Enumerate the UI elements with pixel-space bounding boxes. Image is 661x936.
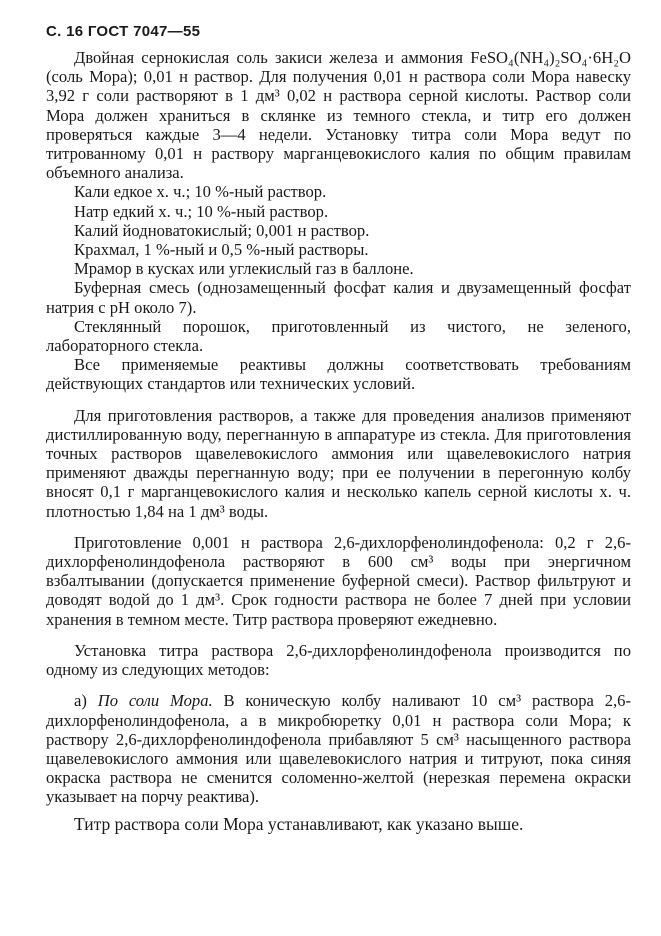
paragraph-marble: Мрамор в кусках или углекислый газ в баллоне. bbox=[74, 259, 414, 279]
paragraph-water: Для приготовления растворов, а также для проведения анализов применяют дистиллированную воду, перегнанную в аппаратуре из стекла. Для приготовления точных растворов щавелевокислого аммония или щавелевокислого натрия применяют дважды перегнанную воду; при ее получении в перегонную колбу вносят 0,1 г марганцевокислого калия и несколько капель серной кислоты х. ч. плотностью 1,84 на 1 дм³ воды. bbox=[46, 405, 631, 521]
paragraph-method-a bbox=[46, 691, 631, 806]
paragraph-reagents: Все применяемые реактивы должны соответствовать требованиям действующих стандартов или технических условий. bbox=[46, 355, 631, 394]
paragraph-potassium-iodate: Калий йодноватокислый; 0,001 н раствор. bbox=[74, 220, 370, 240]
paragraph-potassium-hydroxide: Кали едкое х. ч.; 10 %-ный раствор. bbox=[74, 182, 327, 202]
body-text bbox=[46, 48, 632, 834]
paragraph-titer-note: Титр раствора соли Мора устанавливают, как указано выше. bbox=[74, 813, 524, 834]
page-header: С. 16 ГОСТ 7047—55 bbox=[46, 23, 201, 40]
paragraph-glass-powder: Стеклянный порошок, приготовленный из чистого, не зеленого, лабораторного стекла. bbox=[46, 316, 631, 356]
paragraph-starch: Крахмал, 1 %-ный и 0,5 %-ный растворы. bbox=[74, 240, 369, 260]
method-a-label: а) bbox=[74, 691, 98, 711]
paragraph-dcpip-prep: Приготовление 0,001 н раствора 2,6-дихлорфенолиндофенола: 0,2 г 2,6-дихлорфенолиндофенола растворяют в 600 см³ воды при энергичном взбалтывании (допускается применение буферной смеси). Раствор фильтруют и доводят водой до 1 дм³. Срок годности раствора не более 7 дней при условии хранения в темном месте. Титр раствора проверяют ежедневно. bbox=[46, 532, 631, 629]
method-a-text: В коническую колбу наливают 10 см³ раствора 2,6-дихлорфенолиндофенола, а в микробюретку 0,01 н раствора соли Мора; к раствору 2,6-дихлорфенолиндофенола прибавляют 5 см³ насыщенного раствора щавелевокислого аммония или щавелевокислого натрия и титруют, пока синяя окраска раствора не сменится соломенно-желтой (нерезкая перемена окраски указывает на порчу реактива). bbox=[46, 691, 632, 807]
text-block bbox=[46, 48, 631, 834]
paragraph-buffer: Буферная смесь (однозамещенный фосфат калия и двузамещенный фосфат натрия с pH около 7). bbox=[46, 278, 631, 317]
paragraph-titer-methods: Установка титра раствора 2,6-дихлорфенолиндофенола производится по одному из следующих методов: bbox=[46, 640, 631, 680]
paragraph-mohr-salt: Двойная сернокислая соль закиси железа и аммония FeSO₄(NH₄)₂SO₄·6H₂O (соль Мора); 0,01 н раствор. Для получения 0,01 н раствора соли Мора навеску 3,92 г соли растворяют в 1 дм³ 0,02 н раствора серной кислоты. Раствор соли Мора должен храниться в склянке из темного стекла, и титр его должен проверяться каждые 3—4 недели. Установку титра соли Мора ведут по титрованному 0,01 н раствору марганцевокислого калия по общим правилам объемного анализа. bbox=[46, 48, 631, 183]
method-a-title: По соли Мора. bbox=[97, 691, 213, 711]
paragraph-sodium-hydroxide: Натр едкий х. ч.; 10 %-ный раствор. bbox=[74, 201, 329, 221]
